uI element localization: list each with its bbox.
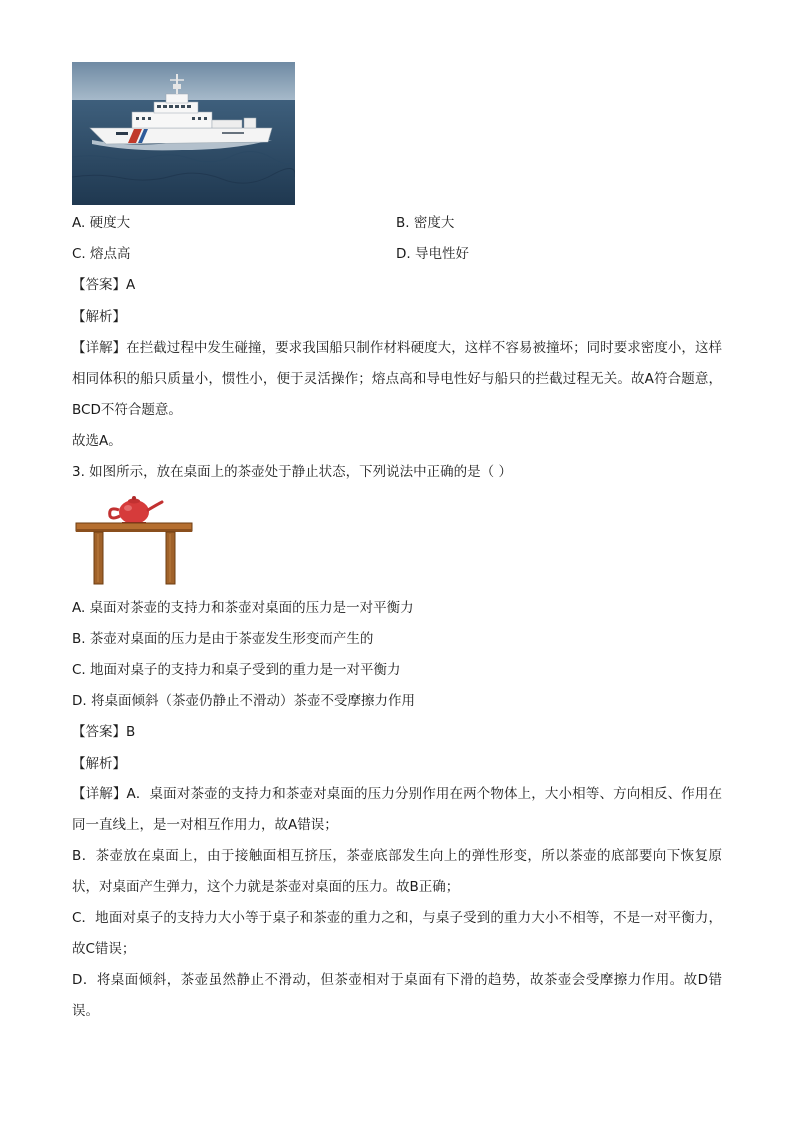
option-b: B. 密度大 bbox=[396, 215, 455, 231]
q3-option-c: C. 地面对桌子的支持力和桌子受到的重力是一对平衡力 bbox=[72, 662, 401, 678]
q3-option-b: B. 茶壶对桌面的压力是由于茶壶发生形变而产生的 bbox=[72, 631, 374, 647]
detail-text: 在拦截过程中发生碰撞，要求我国船只制作材料硬度大，这样不容易被撞坏；同时要求密度小，这样相同体积的船只质量小，惯性小，便于灵活操作；熔点高和导电性好与船只的拦截过程无关。故A符合题意，BCD不符合题意。 bbox=[72, 340, 723, 418]
conclusion: 故选A。 bbox=[72, 433, 122, 449]
q3-detail-d: D．将桌面倾斜，茶壶虽然静止不滑动，但茶壶相对于桌面有下滑的趋势，故茶壶会受摩擦力作用。故D错误。 bbox=[72, 972, 722, 1019]
q3-detail-c: C．地面对桌子的支持力大小等于桌子和茶壶的重力之和，与桌子受到的重力大小不相等，不是一对平衡力，故C错误； bbox=[72, 910, 722, 957]
q3-answer-label: 【答案】 bbox=[72, 724, 126, 740]
q3-answer-line bbox=[72, 722, 135, 742]
option-d: D. 导电性好 bbox=[396, 246, 469, 262]
q3-detail-a bbox=[72, 779, 722, 841]
q3-answer-value: B bbox=[126, 724, 136, 740]
analysis-heading: 【解析】 bbox=[72, 309, 126, 325]
q3-detail-b: B．茶壶放在桌面上，由于接触面相互挤压，茶壶底部发生向上的弹性形变，所以茶壶的底部要向下恢复原状，对桌面产生弹力，这个力就是茶壶对桌面的压力。故B正确； bbox=[72, 848, 722, 895]
question-stem: 3. 如图所示，放在桌面上的茶壶处于静止状态，下列说法中正确的是（ ） bbox=[72, 464, 512, 480]
detail-paragraph bbox=[72, 333, 722, 426]
detail-label: 【详解】 bbox=[72, 340, 127, 356]
q3-option-a: A. 桌面对茶壶的支持力和茶壶对桌面的压力是一对平衡力 bbox=[72, 600, 414, 616]
option-c: C. 熔点高 bbox=[72, 246, 131, 262]
answer-value: A bbox=[126, 277, 136, 293]
q3-option-d: D. 将桌面倾斜（茶壶仍静止不滑动）茶壶不受摩擦力作用 bbox=[72, 693, 415, 709]
q3-detail-label: 【详解】 bbox=[72, 786, 127, 802]
q3-detail-a-text: A．桌面对茶壶的支持力和茶壶对桌面的压力分别作用在两个物体上，大小相等、方向相反、作用在同一直线上，是一对相互作用力，故A错误； bbox=[72, 786, 723, 833]
answer-label: 【答案】 bbox=[72, 277, 126, 293]
option-a: A. 硬度大 bbox=[72, 215, 131, 231]
q3-analysis-heading: 【解析】 bbox=[72, 756, 126, 772]
answer-line bbox=[72, 275, 135, 295]
teapot-on-table-figure bbox=[72, 494, 196, 586]
coast-guard-ship-photo bbox=[72, 62, 295, 205]
